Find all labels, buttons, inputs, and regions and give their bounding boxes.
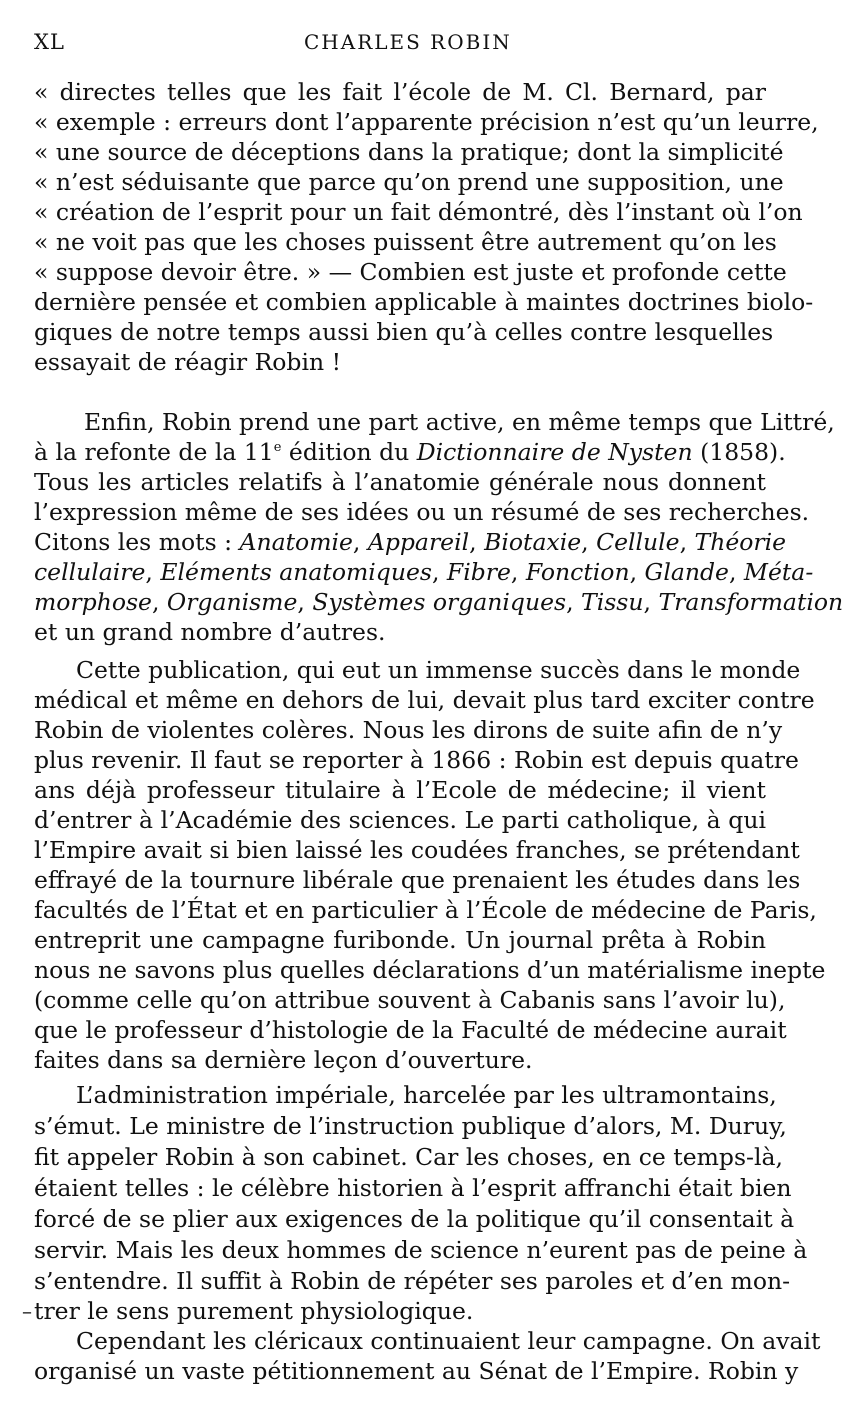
text-line: étaient telles : le célèbre historien à l’esprit affranchi était bien xyxy=(34,1174,792,1202)
text-line: Cette publication, qui eut un immense succès dans le monde xyxy=(76,656,801,684)
text-line: forcé de se plier aux exigences de la politique qu’il consentait à xyxy=(34,1205,795,1233)
text-line: entreprit une campagne furibonde. Un journal prêta à Robin xyxy=(34,926,766,954)
text-line: « n’est séduisante que parce qu’on prend une supposition, une xyxy=(34,168,784,196)
text-line: faites dans sa dernière leçon d’ouverture. xyxy=(34,1046,533,1074)
text-line: « suppose devoir être. » — Combien est juste et profonde cette xyxy=(34,258,787,286)
text-line: fit appeler Robin à son cabinet. Car les choses, en ce temps-là, xyxy=(34,1143,783,1171)
text-line: « directes telles que les fait l’école de M. Cl. Bernard, par xyxy=(34,78,766,106)
text-line: ans déjà professeur titulaire à l’Ecole de médecine; il vient xyxy=(34,776,766,804)
text-line: trer le sens purement physiologique. xyxy=(34,1297,474,1325)
text-line: servir. Mais les deux hommes de science n’eurent pas de peine à xyxy=(34,1236,808,1264)
text-line: s’entendre. Il suffit à Robin de répéter ses paroles et d’en mon- xyxy=(34,1267,791,1295)
text-line: « exemple : erreurs dont l’apparente précision n’est qu’un leurre, xyxy=(34,108,819,136)
text-line: et un grand nombre d’autres. xyxy=(34,618,386,646)
page-number: XL xyxy=(34,30,65,54)
text-line: « création de l’esprit pour un fait démontré, dès l’instant où l’on xyxy=(34,198,803,226)
text-line: (comme celle qu’on attribue souvent à Cabanis sans l’avoir lu), xyxy=(34,986,786,1014)
text-line: « ne voit pas que les choses puissent être autrement qu’on les xyxy=(34,228,777,256)
text-line: essayait de réagir Robin ! xyxy=(34,348,342,376)
text-line: Tous les articles relatifs à l’anatomie générale nous donnent xyxy=(34,468,766,496)
text-line: dernière pensée et combien applicable à maintes doctrines biolo- xyxy=(34,288,814,316)
text-line: « une source de déceptions dans la pratique; dont la simplicité xyxy=(34,138,784,166)
text-line: L’administration impériale, harcelée par les ultramontains, xyxy=(76,1081,777,1109)
running-head xyxy=(34,30,766,60)
text-line: à la refonte de la 11e édition du Dictionnaire de Nysten (1858). xyxy=(34,438,786,466)
margin-mark: – xyxy=(22,1299,32,1323)
text-line: plus revenir. Il faut se reporter à 1866 : Robin est depuis quatre xyxy=(34,746,799,774)
text-line: organisé un vaste pétitionnement au Sénat de l’Empire. Robin y xyxy=(34,1357,799,1385)
text-line: giques de notre temps aussi bien qu’à celles contre lesquelles xyxy=(34,318,774,346)
text-line: facultés de l’État et en particulier à l’École de médecine de Paris, xyxy=(34,896,817,924)
text-line: morphose, Organisme, Systèmes organiques, Tissu, Transformation xyxy=(34,588,843,616)
text-line: nous ne savons plus quelles déclarations d’un matérialisme inepte xyxy=(34,956,826,984)
text-line: d’entrer à l’Académie des sciences. Le parti catholique, à qui xyxy=(34,806,766,834)
text-line: l’expression même de ses idées ou un résumé de ses recherches. xyxy=(34,498,810,526)
text-line: s’émut. Le ministre de l’instruction publique d’alors, M. Duruy, xyxy=(34,1112,787,1140)
text-line: Citons les mots : Anatomie, Appareil, Biotaxie, Cellule, Théorie xyxy=(34,528,787,556)
text-line: médical et même en dehors de lui, devait plus tard exciter contre xyxy=(34,686,815,714)
text-line: Robin de violentes colères. Nous les dirons de suite afin de n’y xyxy=(34,716,783,744)
running-title: CHARLES ROBIN xyxy=(304,30,512,54)
text-line: que le professeur d’histologie de la Faculté de médecine aurait xyxy=(34,1016,787,1044)
text-line: l’Empire avait si bien laissé les coudées franches, se prétendant xyxy=(34,836,800,864)
text-line: cellulaire, Eléments anatomiques, Fibre, Fonction, Glande, Méta- xyxy=(34,558,814,586)
text-line: Cependant les cléricaux continuaient leur campagne. On avait xyxy=(76,1327,821,1355)
text-line: Enfin, Robin prend une part active, en même temps que Littré, xyxy=(84,408,835,436)
text-line: effrayé de la tournure libérale que prenaient les études dans les xyxy=(34,866,801,894)
